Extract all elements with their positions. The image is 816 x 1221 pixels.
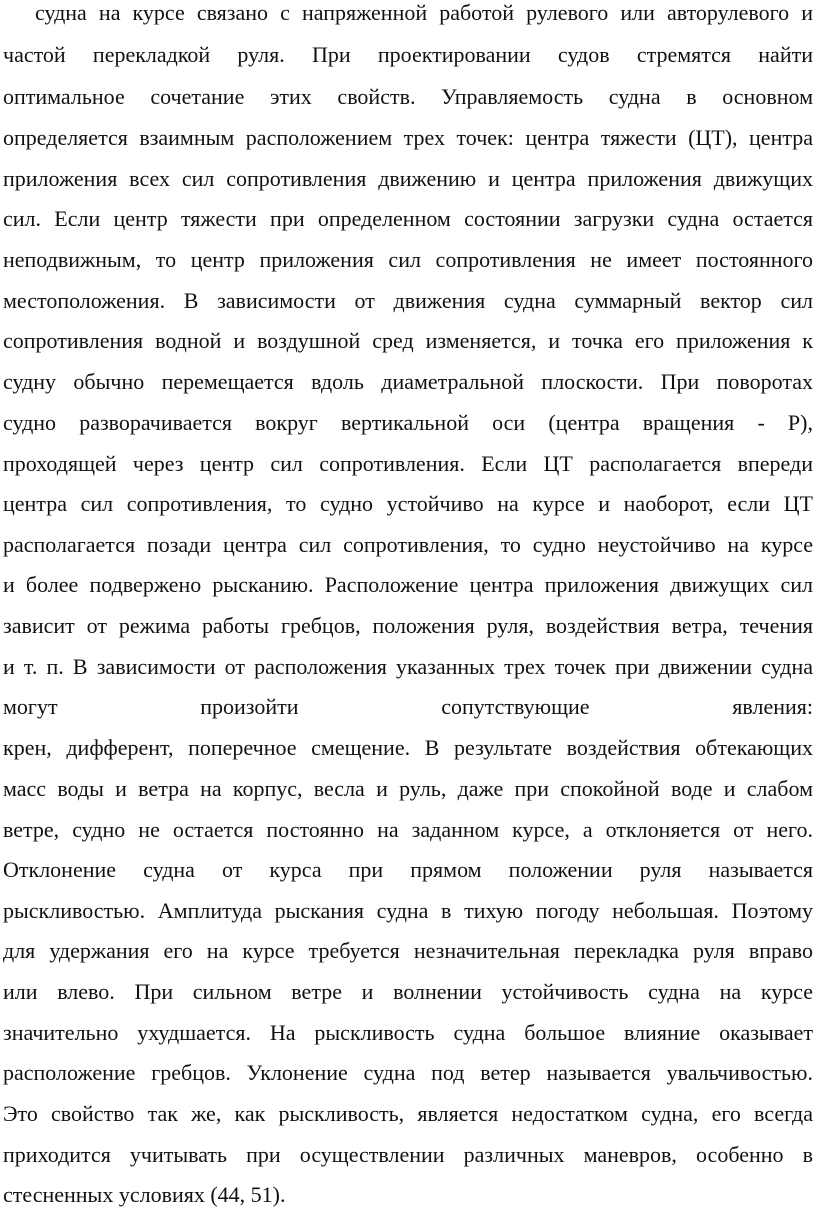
text-line: оптимальное сочетание этих свойств. Управляемость судна в основном [3, 84, 813, 109]
text-line: располагается позади центра сил сопротивления, то судно неустойчиво на курсе [3, 532, 813, 557]
text-line: местоположения. В зависимости от движения судна суммарный вектор сил [3, 288, 813, 313]
text-line: и т. п. В зависимости от расположения указанных трех точек при движении судна [3, 654, 813, 679]
text-line: проходящей через центр сил сопротивления. Если ЦТ располагается впереди [3, 451, 813, 476]
text-line: ветре, судно не остается постоянно на заданном курсе, а отклоняется от него. [3, 817, 813, 842]
text-line: приложения всех сил сопротивления движению и центра приложения движущих [3, 166, 813, 191]
text-line: судно разворачивается вокруг вертикальной оси (центра вращения - Р), [3, 410, 813, 435]
text-line: крен, дифферент, поперечное смещение. В результате воздействия обтекающих [3, 735, 813, 760]
text-line: неподвижным, то центр приложения сил сопротивления не имеет постоянного [3, 247, 813, 272]
text-line: зависит от режима работы гребцов, положения руля, воздействия ветра, течения [3, 613, 813, 638]
text-line: расположение гребцов. Уклонение судна под ветер называется увальчивостью. [3, 1060, 813, 1085]
text-line: приходится учитывать при осуществлении различных маневров, особенно в [3, 1142, 813, 1167]
text-line: центра сил сопротивления, то судно устойчиво на курсе и наоборот, если ЦТ [3, 491, 813, 516]
text-line: определяется взаимным расположением трех точек: центра тяжести (ЦТ), центра [3, 125, 813, 150]
text-line: частой перекладкой руля. При проектировании судов стремятся найти [3, 42, 813, 67]
text-line: значительно ухудшается. На рыскливость судна большое влияние оказывает [3, 1020, 813, 1045]
text-line: и более подвержено рысканию. Расположение центра приложения движущих сил [3, 572, 813, 597]
text-line: Отклонение судна от курса при прямом положении руля называется [3, 857, 813, 882]
text-line: судну обычно перемещается вдоль диаметральной плоскости. При поворотах [3, 369, 813, 394]
text-line: сопротивления водной и воздушной сред изменяется, и точка его приложения к [3, 328, 813, 353]
text-line: Это свойство так же, как рыскливость, является недостатком судна, его всегда [3, 1101, 813, 1126]
text-line: сил. Если центр тяжести при определенном состоянии загрузки судна остается [3, 206, 813, 231]
text-line: судна на курсе связано с напряженной работой рулевого или авторулевого и [35, 0, 813, 25]
text-line: для удержания его на курсе требуется незначительная перекладка руля вправо [3, 938, 813, 963]
text-line: или влево. При сильном ветре и волнении устойчивость судна на курсе [3, 979, 813, 1004]
text-line: могут произойти сопутствующие явления: [3, 694, 813, 719]
text-line: стесненных условиях (44, 51). [3, 1182, 286, 1207]
text-line: масс воды и ветра на корпус, весла и руль, даже при спокойной воде и слабом [3, 776, 813, 801]
text-line: рыскливостью. Амплитуда рыскания судна в тихую погоду небольшая. Поэтому [3, 898, 813, 923]
